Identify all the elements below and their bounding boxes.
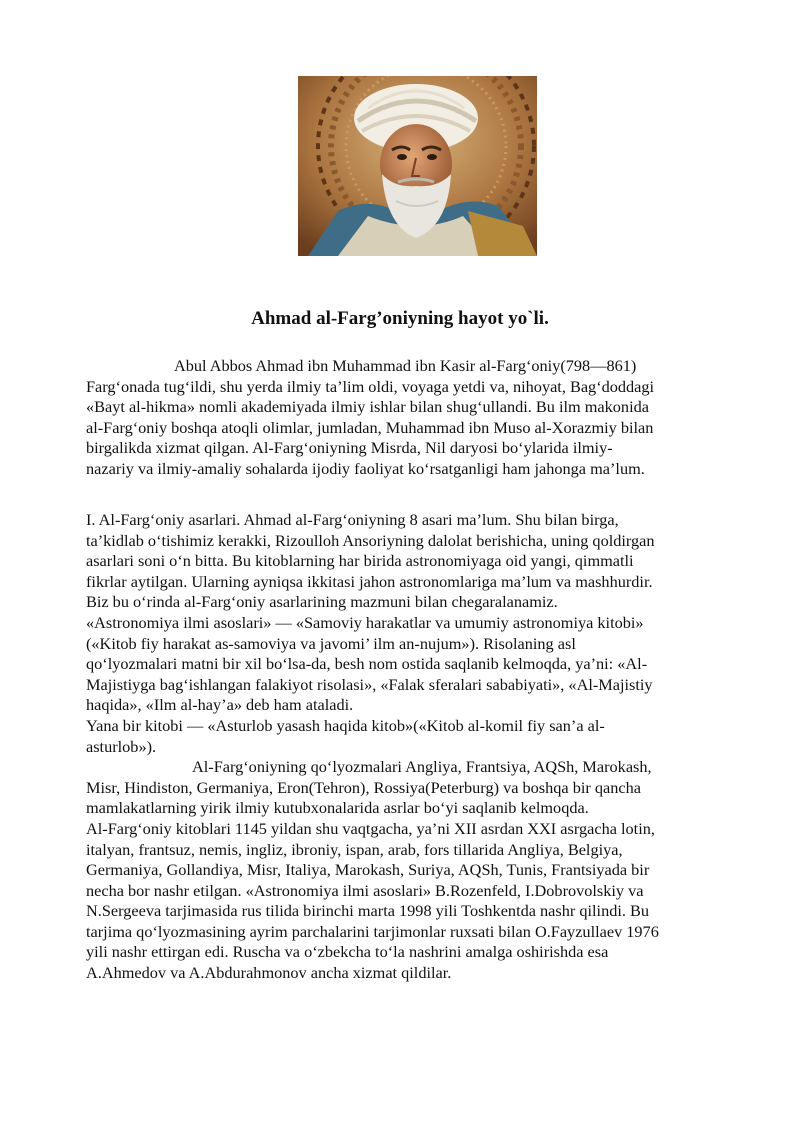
text-line: Abul Abbos Ahmad ibn Muhammad ibn Kasir al-Farg‘oniy(798—861): [174, 356, 637, 375]
text-line: Majistiyga bag‘ishlangan falakiyot risolasi», «Falak sferalari sababiyati», «Al-Majistiy: [86, 674, 653, 694]
text-line: N.Sergeeva tarjimasida rus tilida birinchi marta 1998 yili Toshkentda nashr qilindi. Bu: [86, 901, 650, 921]
portrait-image: [298, 76, 537, 256]
section2-paragraph: [86, 757, 766, 819]
text-line: ta’kidlab o‘tishimiz kerakki, Rizoulloh Ansoriyning dalolat berishicha, uning qoldirgan: [86, 530, 655, 550]
document-title: Ahmad al-Farg’oniyning hayot yo`li.: [251, 308, 549, 329]
text-line: fikrlar aytilgan. Ularning ayniqsa ikkitasi jahon astronomlariga ma’lum va mashhurdir.: [86, 571, 653, 591]
text-line: italyan, frantsuz, nemis, ingliz, ibroniy, ispan, arab, fors tillarida Angliya, Belgiya,: [86, 839, 623, 859]
text-line: Al-Farg‘oniyning qo‘lyozmalari Angliya, Frantsiya, AQSh, Marokash,: [192, 757, 652, 777]
text-line: nazariy va ilmiy-amaliy sohalarda ijodiy faoliyat ko‘rsatganligi ham jahonga ma’lum.: [86, 458, 645, 478]
section3-paragraph: [86, 819, 766, 984]
text-line: Yana bir kitobi — «Asturlob yasash haqida kitob»(«Kitob al-komil fiy san’a al-: [86, 715, 605, 735]
text-line: tarjima qo‘lyozmasining ayrim parchalarini tarjimonlar ruxsati bilan O.Fayzullaev 1976: [86, 921, 659, 941]
text-line: yili nashr ettirgan edi. Ruscha va o‘zbekcha to‘la nashrini amalga oshirishda esa: [86, 942, 609, 962]
text-line: Biz bu o‘rinda al-Farg‘oniy asarlarining mazmuni bilan chegaralanamiz.: [86, 592, 558, 612]
text-line: Germaniya, Gollandiya, Misr, Italiya, Marokash, Suriya, AQSh, Tunis, Frantsiyada bir: [86, 860, 650, 880]
text-line: asarlari soni o‘n bitta. Bu kitoblarning har birida astronomiyaga oid yangi, qimmatli: [86, 551, 634, 571]
text-line: I. Al-Farg‘oniy asarlari. Ahmad al-Farg‘oniyning 8 asari ma’lum. Shu bilan birga,: [86, 510, 619, 529]
text-line: asturlob»).: [86, 736, 157, 756]
text-line: Farg‘onada tug‘ildi, shu yerda ilmiy ta’lim oldi, voyaga yetdi va, nihoyat, Bag‘doddagi: [86, 376, 655, 396]
portrait-illustration: [298, 76, 537, 256]
text-line: necha bor nashr etilgan. «Astronomiya ilmi asoslari» B.Rozenfeld, I.Dobrovolskiy va: [86, 880, 644, 900]
text-line: haqida», «Ilm al-hay’a» deb ham ataladi.: [86, 695, 354, 715]
text-line: mamlakatlarning yirik ilmiy kutubxonalarida asrlar bo‘yi saqlanib kelmoqda.: [86, 798, 589, 818]
text-line: («Kitob fiy harakat as-samoviya va javomi’ ilm an-nujum»). Risolaning asl: [86, 633, 576, 653]
text-line: «Bayt al-hikma» nomli akademiyada ilmiy ishlar bilan shug‘ullandi. Bu ilm makonida: [86, 397, 649, 417]
text-line: al-Farg‘oniy boshqa atoqli olimlar, jumladan, Muhammad ibn Muso al-Xorazmiy bilan: [86, 417, 654, 437]
text-line: A.Ahmedov va A.Abdurahmonov ancha xizmat qildilar.: [86, 963, 452, 983]
document-body-continued: [86, 510, 766, 984]
document-body: [86, 356, 766, 480]
text-line: birgalikda xizmat qilgan. Al-Farg‘oniyning Misrda, Nil daryosi bo‘ylarida ilmiy-: [86, 438, 613, 458]
section1-paragraph: [86, 510, 766, 757]
text-line: Misr, Hindiston, Germaniya, Eron(Tehron), Rossiya(Peterburg) va boshqa bir qancha: [86, 777, 641, 797]
text-line: Al-Farg‘oniy kitoblari 1145 yildan shu vaqtgacha, ya’ni XII asrdan XXI asrgacha lotin,: [86, 818, 655, 838]
text-line: «Astronomiya ilmi asoslari» — «Samoviy harakatlar va umumiy astronomiya kitobi»: [86, 612, 644, 632]
intro-paragraph: [86, 356, 766, 480]
text-line: qo‘lyozmalari matni bir xil bo‘lsa-da, besh nom ostida saqlanib kelmoqda, ya’ni: «Al-: [86, 654, 648, 674]
